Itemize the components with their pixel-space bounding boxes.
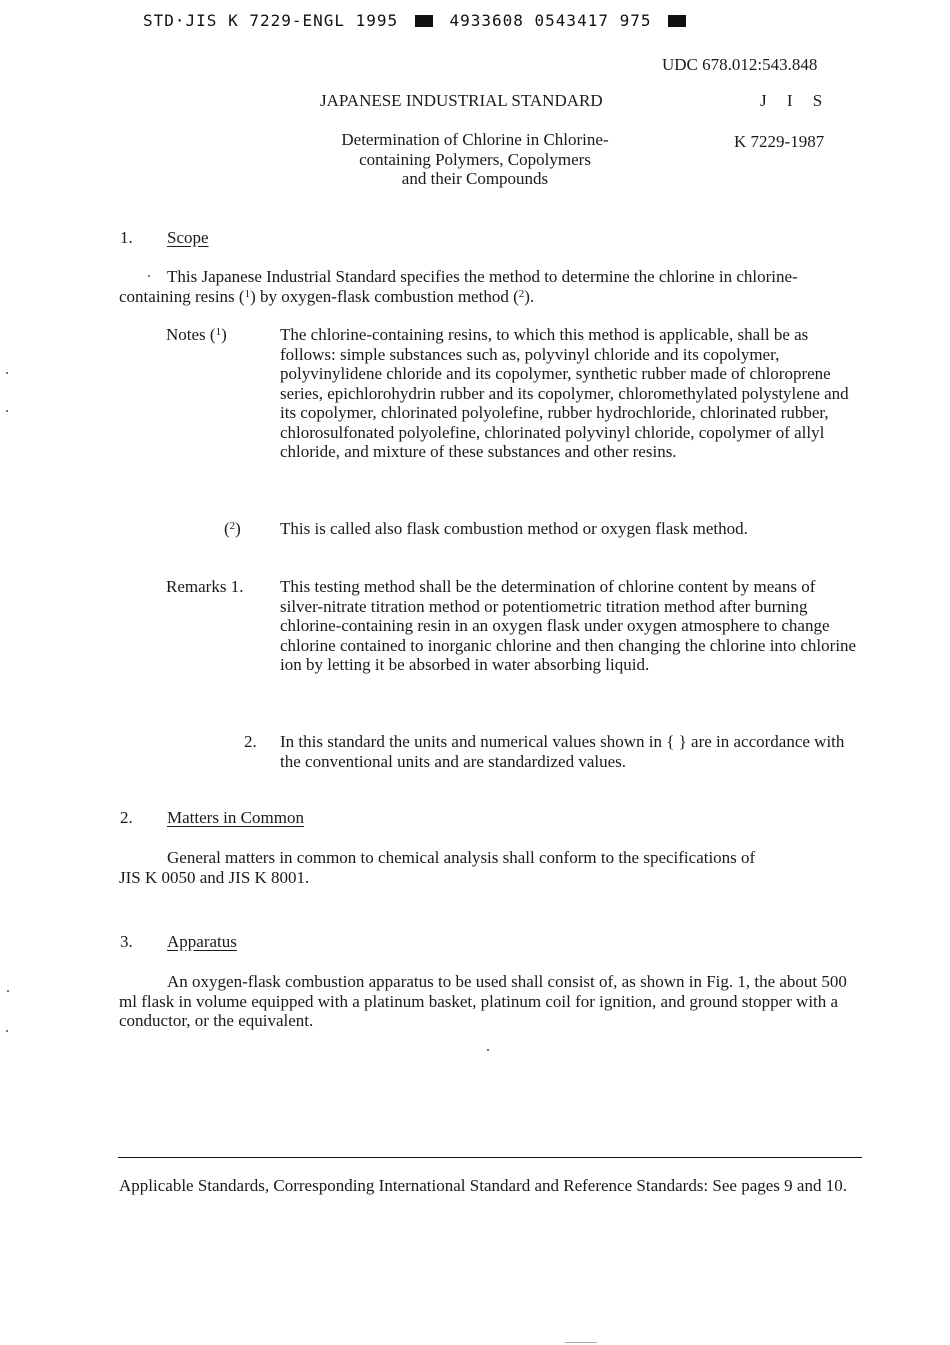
title-line: Determination of Chlorine in Chlorine-: [341, 130, 609, 149]
scan-speck: [7, 990, 9, 992]
scan-speck: [6, 1030, 8, 1032]
remark-2-number: 2.: [244, 732, 257, 751]
section-title-scope: Scope: [167, 228, 209, 247]
note-1-text: The chlorine-containing resins, to which this method is applicable, shall be as follows: simple substances such as, polyvinyl chloride and its copolymer, polyvinylidene chloride and its copolymer, synthetic rubber made of chloroprene series, epichlorohydrin rubber and its copolymer, chloromethylated polystylene and its copolymer, chlorinated polyolefine, rubber hydrochloride, chlorinated rubber, chlorosulfonated polyolefine, chlorinated polyvinyl chloride, copolymer of allyl chloride, and mixture of these substances and other resins.: [280, 325, 849, 461]
barcode-block-icon: [668, 15, 686, 27]
title-line: containing Polymers, Copolymers: [359, 149, 591, 169]
barcode-block-icon: [415, 15, 433, 27]
scope-paragraph: This Japanese Industrial Standard specifies the method to determine the chlorine in chlorine-containing resins ($^1$) by oxygen-flask combustion method ($^2$).: [119, 267, 798, 306]
section-title-matters: Matters in Common: [167, 808, 304, 827]
remark-2-text: In this standard the units and numerical values shown in { } are in accordance with the conventional units and are standardized values.: [280, 732, 845, 771]
scan-mark: [565, 1342, 597, 1343]
section-number: 1.: [120, 228, 133, 247]
section-title-apparatus: Apparatus: [167, 932, 237, 951]
udc-code: UDC 678.012:543.848: [662, 55, 818, 74]
notes-label: Notes ($^1$): [166, 325, 227, 344]
scan-speck: [487, 1049, 489, 1051]
remark-1-text: This testing method shall be the determination of chlorine content by means of silver-nitrate titration method or potentiometric titration method after burning chlorine-containing resin in an oxygen flask under oxygen atmosphere to change chlorine contained to inorganic chlorine and then changing the chlorine into chlorine ion by letting it be absorbed in water absorbing liquid.: [280, 577, 857, 674]
note-2-text: This is called also flask combustion method or oxygen flask method.: [280, 519, 748, 538]
scan-speck: [6, 372, 8, 374]
section-number: 3.: [120, 932, 133, 951]
apparatus-paragraph: An oxygen-flask combustion apparatus to be used shall consist of, as shown in Fig. 1, the about 500 ml flask in volume equipped with a platinum basket, platinum coil for ignition, and ground stopper with a conductor, or the equivalent.: [119, 972, 847, 1030]
note-2-number: ($^2$): [224, 519, 241, 538]
document-title: [290, 130, 660, 189]
section-number: 2.: [120, 808, 133, 827]
footnote-ref: 2: [518, 287, 525, 300]
header-barcode-number: 4933608 0543417 975: [449, 11, 652, 30]
remarks-label: Remarks 1.: [166, 577, 244, 596]
jis-abbreviation: J I S: [760, 91, 831, 110]
footnote-text: Applicable Standards, Corresponding International Standard and Reference Standards: See pages 9 and 10.: [119, 1176, 847, 1195]
scan-header: [143, 11, 692, 31]
footnote-divider: [118, 1157, 862, 1158]
title-line: and their Compounds: [401, 169, 549, 188]
header-standard-code: STD·JIS K 7229-ENGL 1995: [143, 11, 399, 30]
footnote-ref: 1: [244, 287, 251, 300]
standard-number: K 7229-1987: [734, 132, 825, 151]
standard-type: JAPANESE INDUSTRIAL STANDARD: [320, 91, 603, 110]
scan-speck: [6, 410, 8, 412]
matters-paragraph: General matters in common to chemical analysis shall conform to the specifications of JIS K 0050 and JIS K 8001.: [119, 848, 756, 887]
scan-speck: [148, 275, 150, 277]
